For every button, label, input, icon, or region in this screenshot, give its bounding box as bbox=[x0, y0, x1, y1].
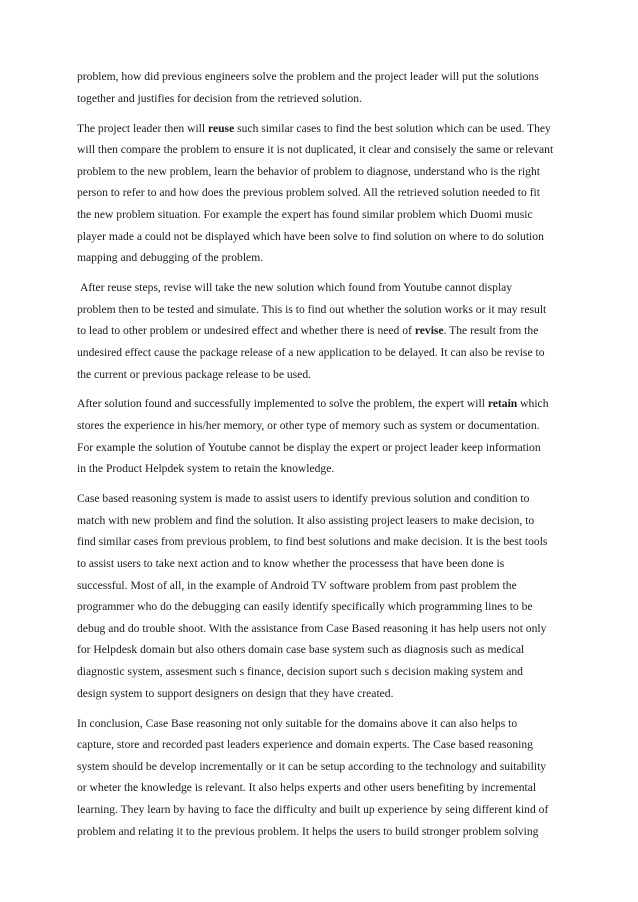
text-line: system should be develop incrementally or it can be setup according to the technology and suitability bbox=[77, 759, 547, 773]
text-line: will then compare the problem to ensure it is not duplicated, it clear and consisely the same or relevant bbox=[77, 143, 554, 157]
text-line: learning. They learn by having to face the difficulty and built up experience by seing different kind of bbox=[77, 802, 549, 816]
text-line: debug and do trouble shoot. With the assistance from Case Based reasoning it has help users not only bbox=[77, 621, 547, 635]
text-run: After solution found and successfully implemented to solve the problem, the expert will bbox=[77, 397, 488, 411]
text-line: the new problem situation. For example the expert has found similar problem which Duomi music bbox=[77, 207, 533, 221]
text-line: undesired effect cause the package release of a new application to be delayed. It can also be revise to bbox=[77, 345, 545, 359]
paragraph-cbr-system bbox=[77, 488, 565, 704]
text-line: find similar cases from previous problem, to find best solutions and make decision. It is the best tools bbox=[77, 535, 548, 549]
paragraph-retain bbox=[77, 393, 565, 479]
text-line: player made a could not be displayed which have been solve to find solution on where to do solution bbox=[77, 229, 544, 243]
text-line: match with new problem and find the solution. It also assisting project leasers to make decision, to bbox=[77, 513, 535, 527]
keyword-revise: revise bbox=[414, 324, 444, 338]
text-line: problem and relating it to the previous problem. It helps the users to build stronger problem solving bbox=[77, 824, 539, 838]
text-line: programmer who do the debugging can easily identify specifically which programming lines to be bbox=[77, 600, 533, 614]
text-line: capture, store and recorded past leaders experience and domain experts. The Case based reasoning bbox=[77, 738, 533, 752]
text-line: After reuse steps, revise will take the new solution which found from Youtube cannot display bbox=[80, 281, 513, 295]
keyword-retain: retain bbox=[487, 397, 518, 411]
text-line: successful. Most of all, in the example of Android TV software problem from past problem the bbox=[77, 578, 517, 592]
text-line: mapping and debugging of the problem. bbox=[77, 251, 264, 265]
text-run: such similar cases to find the best solution which can be used. They bbox=[234, 121, 551, 135]
text-line: together and justifies for decision from the retrieved solution. bbox=[77, 91, 362, 105]
text-line: for Helpdesk domain but also others domain case base system such as diagnosis such as medical bbox=[77, 643, 525, 657]
paragraph-reuse bbox=[77, 118, 565, 269]
paragraph-revise bbox=[77, 277, 565, 385]
text-line bbox=[77, 320, 565, 342]
text-run: to lead to other problem or undesired effect and whether there is need of bbox=[77, 324, 415, 338]
text-line: Case based reasoning system is made to assist users to identify previous solution and condition to bbox=[77, 492, 530, 506]
text-line: person to refer to and how does the previous problem solved. All the retrieved solution needed to fit bbox=[77, 186, 540, 200]
text-line: In conclusion, Case Base reasoning not only suitable for the domains above it can also helps to bbox=[77, 716, 518, 730]
text-line: design system to support designers on design that they have created. bbox=[77, 686, 394, 700]
text-line: For example the solution of Youtube cannot be display the expert or project leader keep information bbox=[77, 440, 541, 454]
text-line: in the Product Helpdek system to retain the knowledge. bbox=[77, 462, 335, 476]
text-line: to assist users to take next action and to know whether the processess that have been done is bbox=[77, 557, 505, 571]
text-run: which bbox=[517, 397, 549, 411]
text-line: the current or previous package release to be used. bbox=[77, 367, 312, 381]
text-line: problem to the new problem, learn the behavior of problem to diagnose, understand who is the right bbox=[77, 164, 540, 178]
text-line: or wheter the knowledge is relevant. It also helps experts and other users benefiting by incremental bbox=[77, 781, 537, 795]
paragraph-conclusion bbox=[77, 713, 565, 843]
text-line: problem, how did previous engineers solve the problem and the project leader will put the solutions bbox=[77, 70, 539, 83]
text-run: . The result from the bbox=[443, 324, 539, 338]
text-line: stores the experience in his/her memory, or other type of memory such as system or documentation. bbox=[77, 419, 540, 433]
paragraph-retrieve-continuation bbox=[77, 66, 565, 109]
text-line: problem then to be tested and simulate. This is to find out whether the solution works or it may result bbox=[77, 302, 547, 316]
text-run: The project leader then will bbox=[77, 121, 209, 135]
text-line: diagnostic system, assesment such s finance, decision suport such s decision making system and bbox=[77, 665, 523, 678]
text-line bbox=[77, 393, 565, 415]
keyword-reuse: reuse bbox=[208, 121, 235, 135]
document-body bbox=[77, 66, 565, 851]
text-line bbox=[77, 118, 565, 140]
